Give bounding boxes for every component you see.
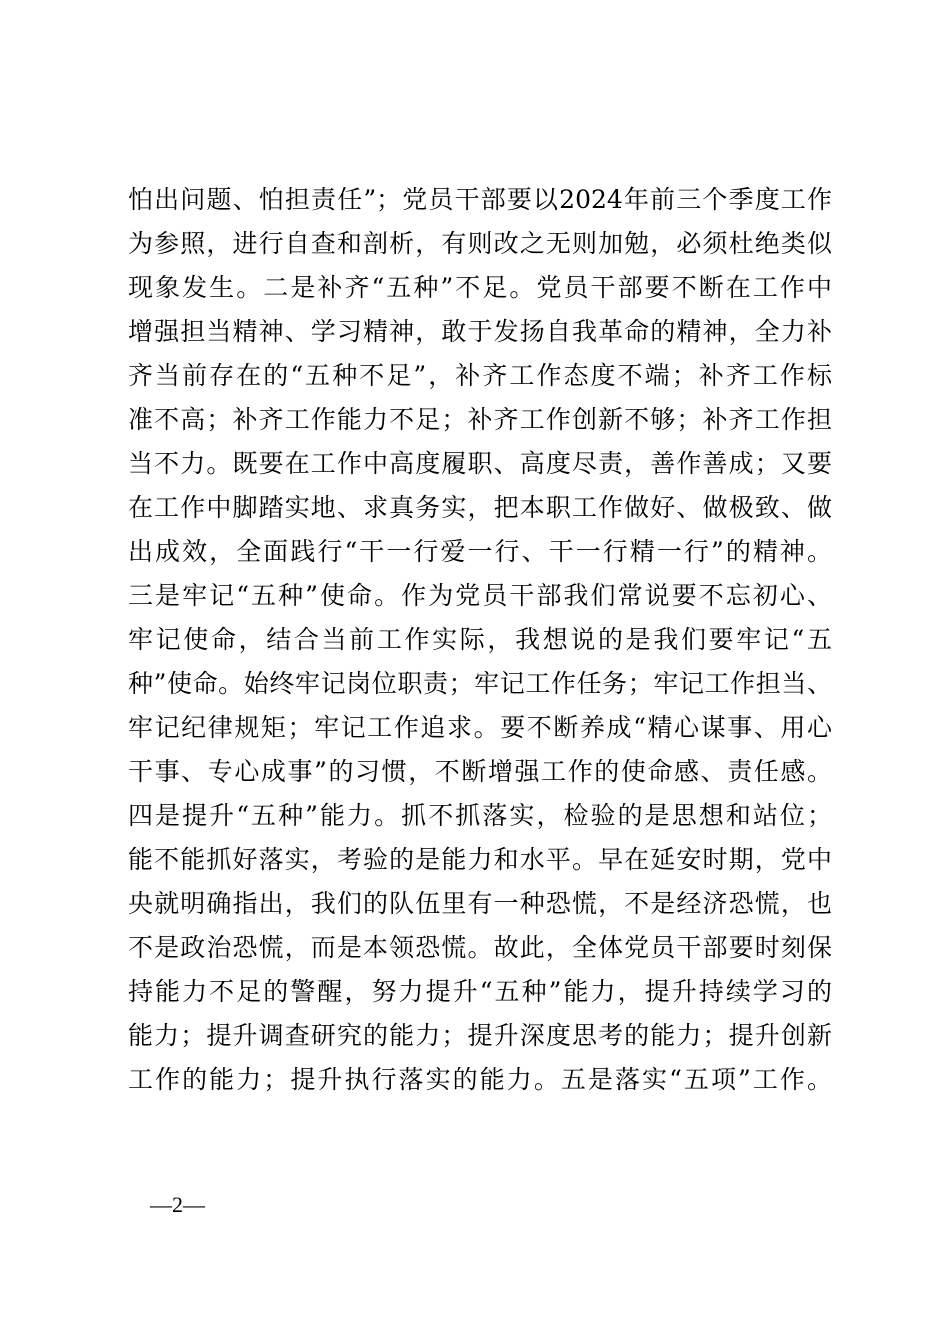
- text-line: 种”使命。始终牢记岗位职责；牢记工作任务；牢记工作担当、: [128, 669, 832, 698]
- text-line: 为参照，进行自查和剖析，有则改之无则加勉，必须杜绝类似: [128, 229, 832, 258]
- text-line: 干事、专心成事”的习惯，不断增强工作的使命感、责任感。: [128, 757, 832, 786]
- text-line: 现象发生。二是补齐“五种”不足。党员干部要不断在工作中: [128, 273, 832, 302]
- text-line: 齐当前存在的“五种不足”，补齐工作态度不端；补齐工作标: [128, 361, 832, 390]
- page-number: —2—: [150, 1192, 205, 1217]
- text-line: 准不高；补齐工作能力不足；补齐工作创新不够；补齐工作担: [128, 405, 832, 434]
- text-line: 不是政治恐慌，而是本领恐慌。故此，全体党员干部要时刻保: [128, 933, 832, 962]
- text-line: 央就明确指出，我们的队伍里有一种恐慌，不是经济恐慌，也: [128, 889, 832, 918]
- text-line: 怕出问题、怕担责任”；党员干部要以2024年前三个季度工作: [128, 185, 832, 214]
- document-body: [128, 180, 832, 1104]
- text-line: 当不力。既要在工作中高度履职、高度尽责，善作善成；又要: [128, 449, 832, 478]
- text-line: 能力；提升调查研究的能力；提升深度思考的能力；提升创新: [128, 1021, 832, 1050]
- text-line: 增强担当精神、学习精神，敢于发扬自我革命的精神，全力补: [128, 317, 832, 346]
- text-line: 四是提升“五种”能力。抓不抓落实，检验的是思想和站位；: [128, 801, 832, 830]
- text-line: 在工作中脚踏实地、求真务实，把本职工作做好、做极致、做: [128, 493, 832, 522]
- text-line: 出成效，全面践行“干一行爱一行、干一行精一行”的精神。: [128, 537, 832, 566]
- text-line: 能不能抓好落实，考验的是能力和水平。早在延安时期，党中: [128, 845, 832, 874]
- text-line: 持能力不足的警醒，努力提升“五种”能力，提升持续学习的: [128, 977, 832, 1006]
- text-line: 三是牢记“五种”使命。作为党员干部我们常说要不忘初心、: [128, 581, 832, 610]
- text-line: 工作的能力；提升执行落实的能力。五是落实“五项”工作。: [128, 1065, 832, 1094]
- text-line: 牢记使命，结合当前工作实际，我想说的是我们要牢记“五: [128, 625, 832, 654]
- text-line: 牢记纪律规矩；牢记工作追求。要不断养成“精心谋事、用心: [128, 713, 832, 742]
